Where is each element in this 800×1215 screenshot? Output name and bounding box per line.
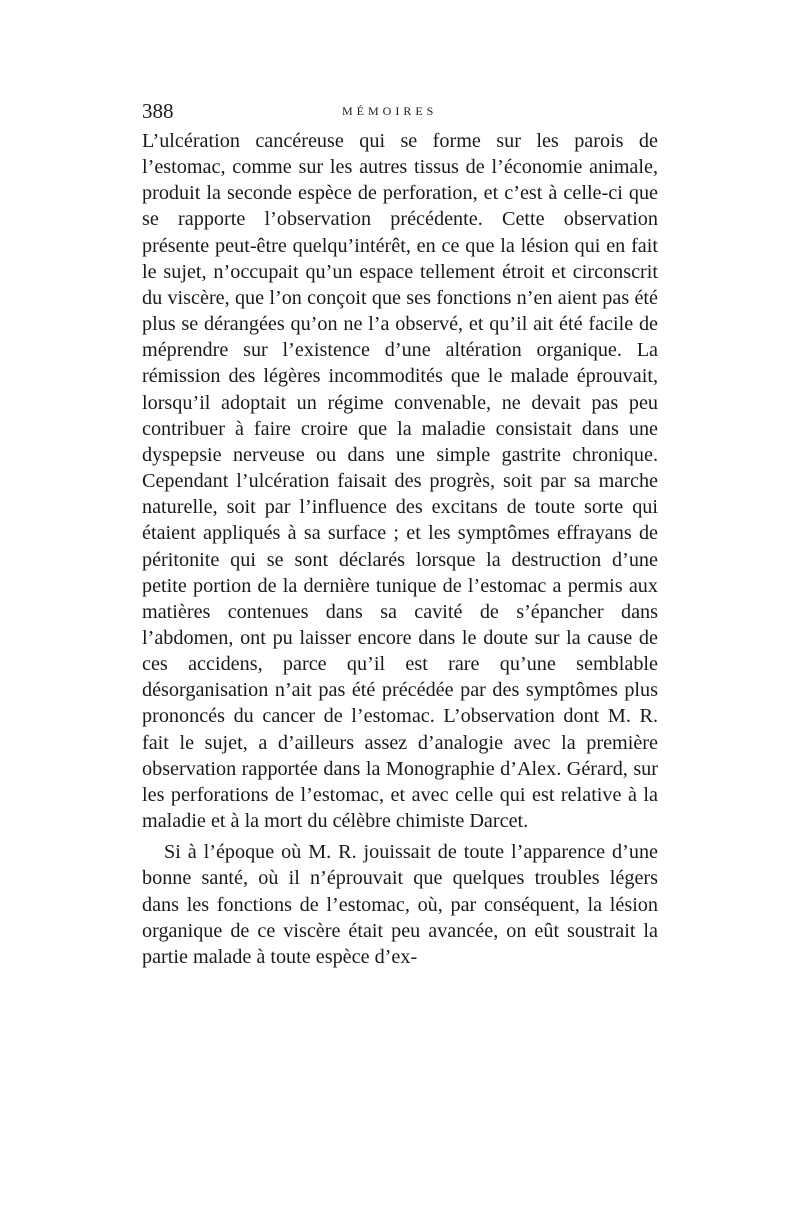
paragraph: L’ulcération cancéreuse qui se forme sur les parois de l’estomac, comme sur les autres tissus de l’économie animale, produit la seconde espèce de perforation, et c’est à celle-ci que se rapporte l’observation précédente. Cette observation présente peut-être quelqu’intérêt, en ce que la lésion qui en fait le sujet, n’occupait qu’un espace tellement étroit et circonscrit du viscère, que l’on conçoit que ses fonctions n’en aient pas été plus se dérangées qu’on ne l’a observé, et qu’il ait été facile de méprendre sur l’existence d’une altération organique. La rémission des légères incommodités que le malade éprouvait, lorsqu’il adoptait un régime convenable, ne devait pas peu contribuer à faire croire que la maladie consistait dans une dyspepsie nerveuse ou dans une simple gastrite chronique. Cependant l’ulcération faisait des progrès, soit par sa marche naturelle, soit par l’influence des excitans de toute sorte qui étaient appliqués à sa surface ; et les symptômes effrayans de péritonite qui se sont déclarés lorsque la destruction d’une petite portion de la dernière tunique de l’estomac a permis aux matières contenues dans sa cavité de s’épancher dans l’abdomen, ont pu laisser encore dans le doute sur la cause de ces accidens, parce qu’il est rare qu’une semblable désorganisation n’ait pas été précédée par des symptômes plus prononcés du cancer de l’estomac. L’observation dont M. R. fait le sujet, a d’ailleurs assez d’analogie avec la première observation rapportée dans la Monographie d’Alex. Gérard, sur les perforations de l’estomac, et avec celle qui est relative à la maladie et à la mort du célèbre chimiste Darcet. bbox=[142, 130, 658, 833]
running-title: MÉMOIRES bbox=[342, 104, 438, 118]
paragraph: Si à l’époque où M. R. jouissait de toute l’apparence d’une bonne santé, où il n’éprouvait que quelques troubles légers dans les fonctions de l’estomac, où, par conséquent, la lésion organique de ce viscère était peu avancée, on eût soustrait la partie malade à toute espèce d’ex- bbox=[142, 841, 658, 968]
running-head bbox=[142, 98, 658, 124]
body-text bbox=[142, 128, 658, 970]
page-number: 388 bbox=[142, 99, 174, 123]
